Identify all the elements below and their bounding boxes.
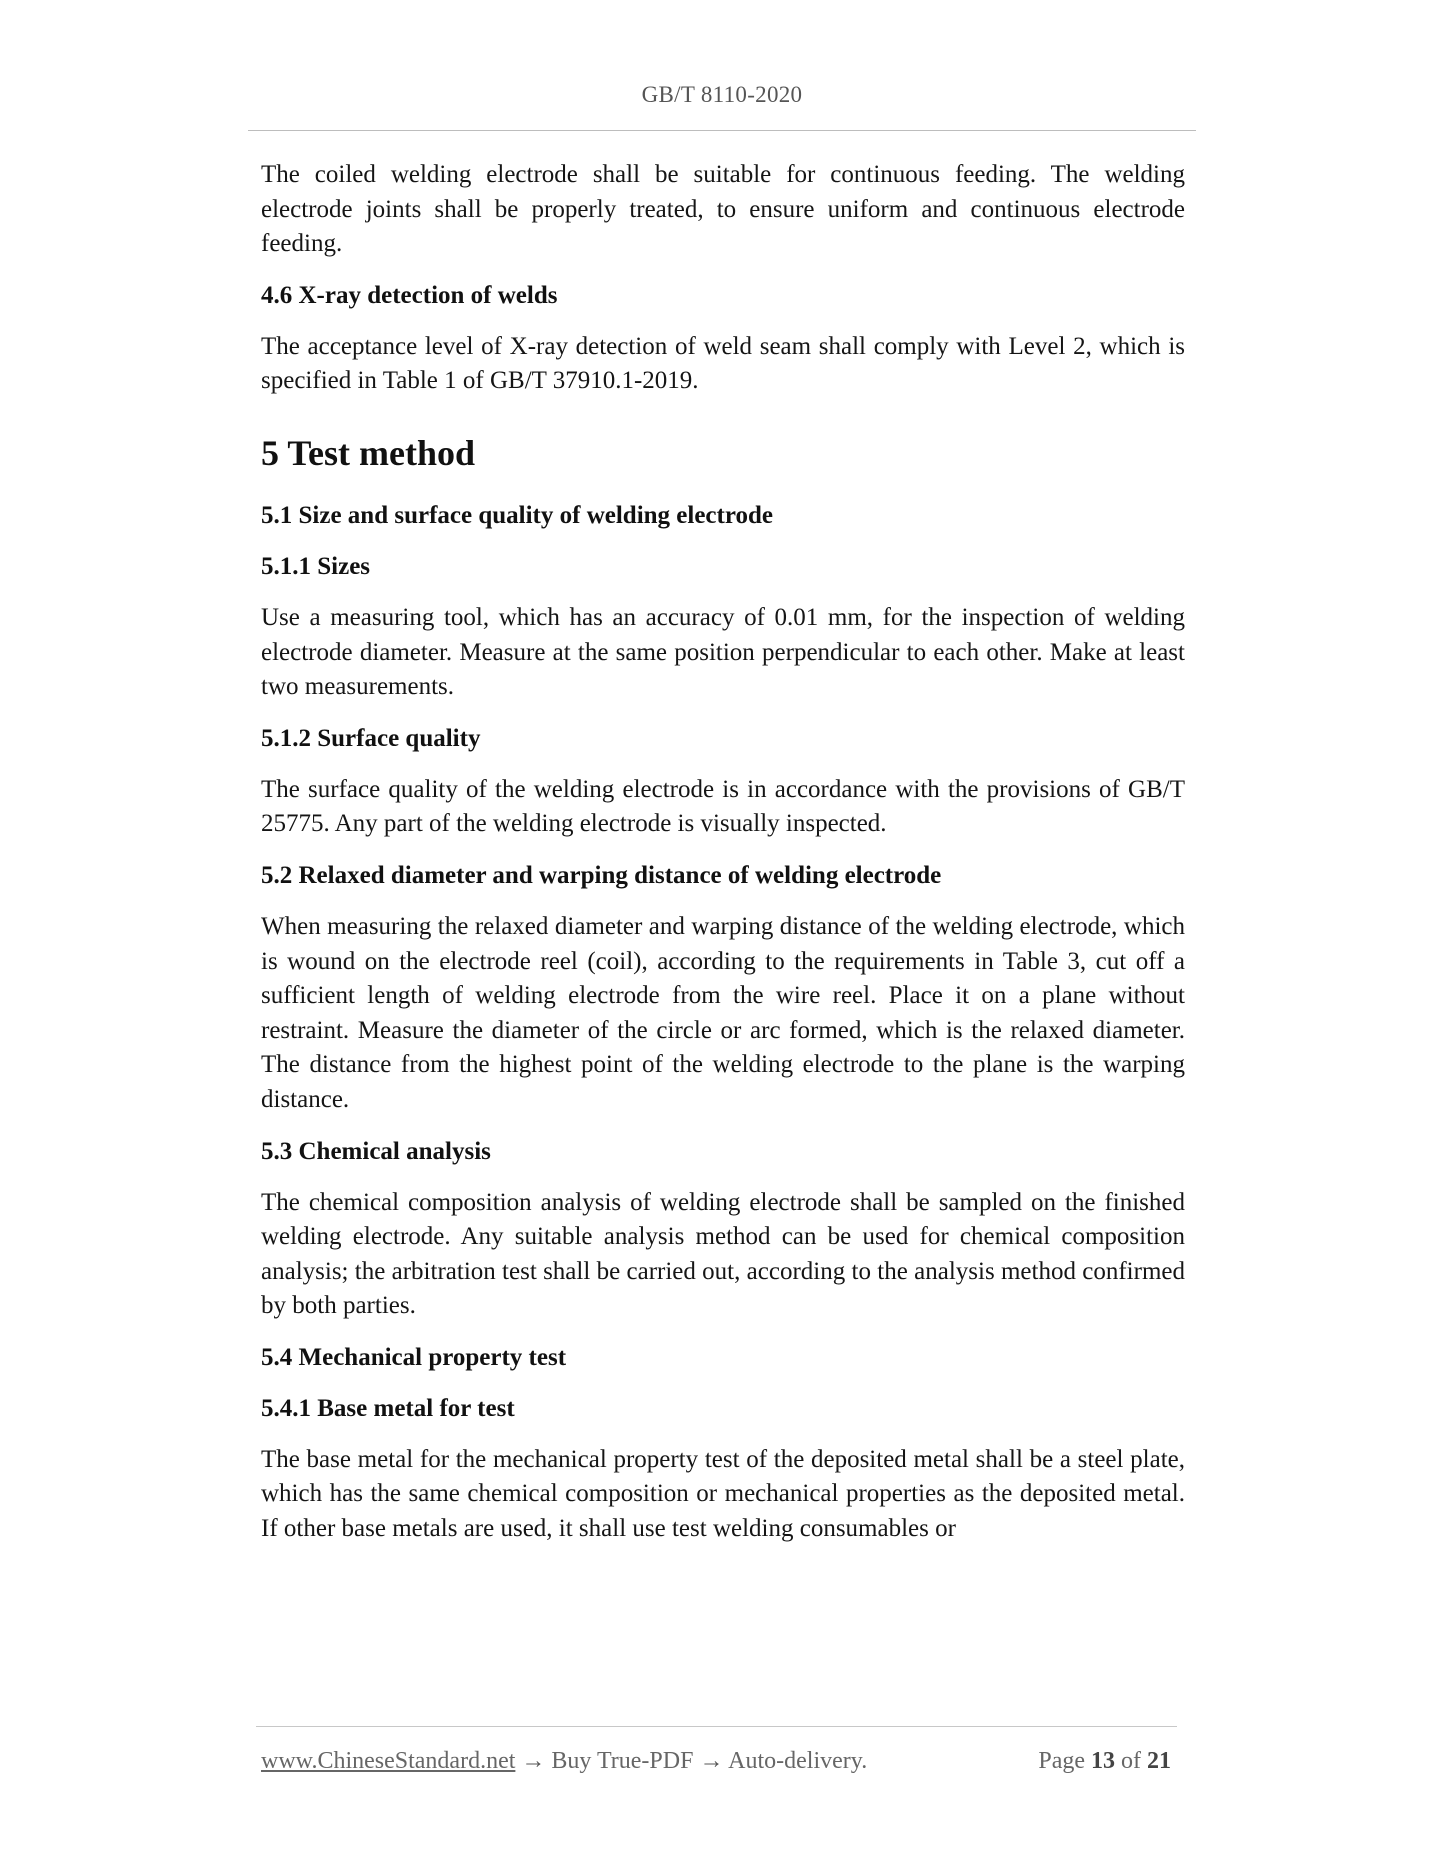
heading-5-1-1: 5.1.1 Sizes: [261, 552, 371, 580]
auto-delivery-text: Auto-delivery.: [728, 1748, 868, 1774]
heading-5-2: 5.2 Relaxed diameter and warping distance of welding electrode: [261, 861, 942, 889]
paragraph-5-3: The chemical composition analysis of welding electrode shall be sampled on the finished welding electrode. Any suitable analysis method can be used for chemical composition analysis; the arbitration test shall be carried out, according to the analysis method confirmed by both parties.: [261, 1188, 1185, 1320]
paragraph-5-4-1: The base metal for the mechanical property test of the deposited metal shall be a steel plate, which has the same chemical composition or mechanical properties as the deposited metal. If other base metals are used, it shall use test welding consumables or: [261, 1445, 1185, 1543]
heading-5-3: 5.3 Chemical analysis: [261, 1137, 491, 1165]
page-current: 13: [1091, 1748, 1115, 1774]
buy-true-pdf-text: Buy True-PDF: [551, 1748, 694, 1774]
heading-5-1-2: 5.1.2 Surface quality: [261, 724, 481, 752]
footer-divider: [256, 1726, 1177, 1727]
footer-links: [261, 1748, 867, 1775]
intro-paragraph: The coiled welding electrode shall be suitable for continuous feeding. The welding electrode joints shall be properly treated, to ensure uniform and continuous electrode feeding.: [261, 161, 1185, 258]
page-total: 21: [1147, 1748, 1171, 1774]
page-number: [1038, 1748, 1171, 1775]
paragraph-5-1-1: Use a measuring tool, which has an accuracy of 0.01 mm, for the inspection of welding electrode diameter. Measure at the same position perpendicular to each other. Make at least two measurements.: [261, 603, 1185, 701]
page-header-code: GB/T 8110-2020: [641, 82, 803, 107]
arrow-right-icon: →: [699, 1748, 724, 1774]
heading-5-4: 5.4 Mechanical property test: [261, 1343, 567, 1371]
arrow-right-icon: →: [521, 1748, 546, 1774]
heading-5: 5 Test method: [261, 432, 476, 473]
heading-5-1: 5.1 Size and surface quality of welding electrode: [261, 501, 773, 529]
header-divider: [248, 130, 1196, 131]
paragraph-4-6: The acceptance level of X-ray detection of weld seam shall comply with Level 2, which is specified in Table 1 of GB/T 37910.1-2019.: [261, 332, 1185, 395]
heading-4-6: 4.6 X-ray detection of welds: [261, 281, 558, 309]
heading-5-4-1: 5.4.1 Base metal for test: [261, 1394, 515, 1422]
page-of-label: of: [1121, 1748, 1141, 1774]
paragraph-5-1-2: The surface quality of the welding electrode is in accordance with the provisions of GB/T 25775. Any part of the welding electrode is visually inspected.: [261, 775, 1185, 838]
document-body: [261, 158, 1185, 1547]
page-label: Page: [1038, 1748, 1085, 1774]
paragraph-5-2: When measuring the relaxed diameter and warping distance of the welding electrode, which is wound on the electrode reel (coil), according to the requirements in Table 3, cut off a sufficient length of welding electrode from the wire reel. Place it on a plane without restraint. Measure the diameter of the circle or arc formed, which is the relaxed diameter. The distance from the highest point of the welding electrode to the plane is the warping distance.: [261, 912, 1185, 1113]
chinesestandard-link[interactable]: www.ChineseStandard.net: [261, 1748, 516, 1774]
